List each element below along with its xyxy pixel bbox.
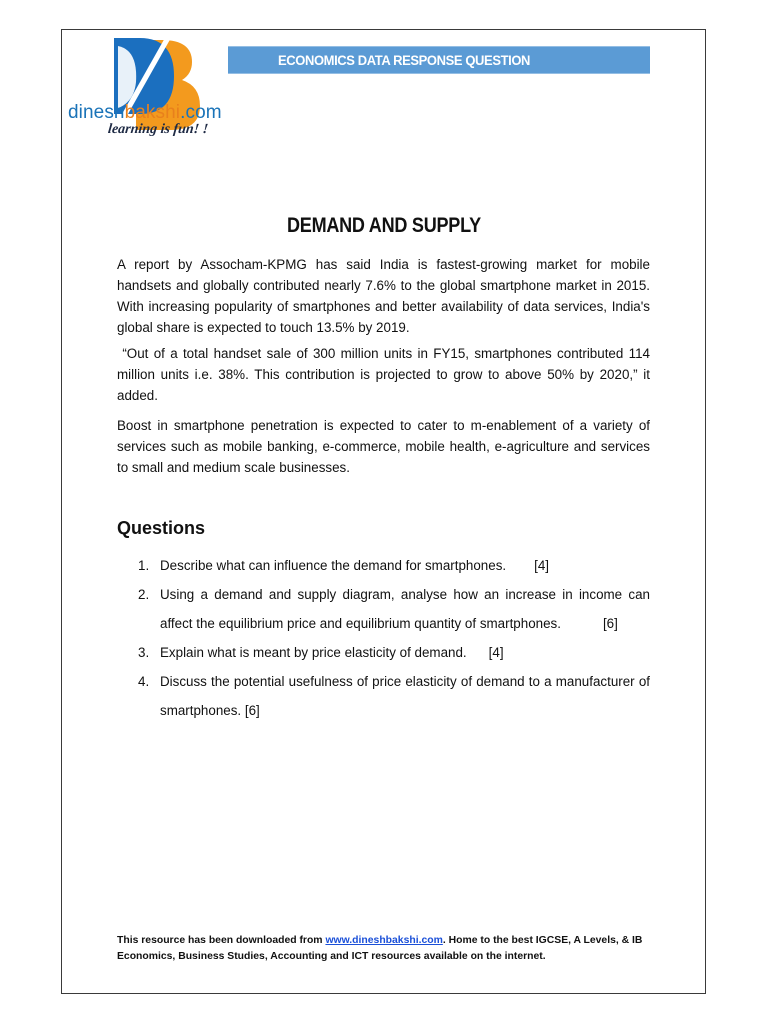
question-item [117,667,650,725]
document-page [61,29,706,994]
question-number: 4. [138,674,150,689]
footer-prefix: This resource has been downloaded from [117,935,326,946]
paragraph-2 [117,343,650,406]
question-item [117,551,650,580]
questions-heading: Questions [117,518,206,538]
question-number: 2. [138,587,150,602]
question-marks: [4] [534,558,550,573]
question-text: Discuss the potential usefulness of price elasticity of demand to a manufacturer of smartphones. [160,674,650,718]
banner-label: ECONOMICS DATA RESPONSE QUESTION [278,52,531,68]
footer-link[interactable]: www.dineshbakshi.com [325,935,443,946]
footer-suffix: . Home to the best IGCSE, A Levels, & IB Economics, Business Studies, Accounting and ICT resources available on the internet. [117,935,643,962]
question-text: Explain what is meant by price elasticity of demand. [160,645,467,660]
question-number: 1. [138,558,150,573]
question-marks: [6] [244,703,260,718]
question-item [117,638,650,667]
question-item [117,580,650,638]
document-title: DEMAND AND SUPPLY [287,214,481,237]
brand-bakshi: bakshi [124,102,181,123]
brand-wordmark [68,102,222,124]
brand-domain: .com [180,102,222,123]
question-text: Using a demand and supply diagram, analyse how an increase in income can affect the equilibrium price and equilibrium quantity of smartphones. [160,587,650,631]
paragraph-3: Boost in smartphone penetration is expected to cater to m-enablement of a variety of services such as mobile banking, e-commerce, mobile health, e-agriculture and services to small and medium scale businesses. [117,418,650,475]
paragraph-1: A report by Assocham-KPMG has said India is fastest-growing market for mobile handsets and globally contributed nearly 7.6% to the global smartphone market in 2015. With increasing popularity of smartphones and better availability of data services, India's global share is expected to touch 13.5% by 2019. [117,257,650,335]
question-text: Describe what can influence the demand for smartphones. [160,558,507,573]
question-number: 3. [138,645,150,660]
question-marks: [4] [488,645,504,660]
questions-list [117,551,650,725]
paragraph-2-text: “Out of a total handset sale of 300 million units in FY15, smartphones contributed 114 million units i.e. 38%. This contribution is projected to grow to above 50% by 2020,” it added. [117,346,650,403]
brand-dinesh: dinesh [68,102,125,123]
footer-note [117,933,657,964]
header-banner [228,46,650,73]
brand-tagline: learning is fun! ! [107,122,209,137]
question-marks: [6] [602,616,618,631]
